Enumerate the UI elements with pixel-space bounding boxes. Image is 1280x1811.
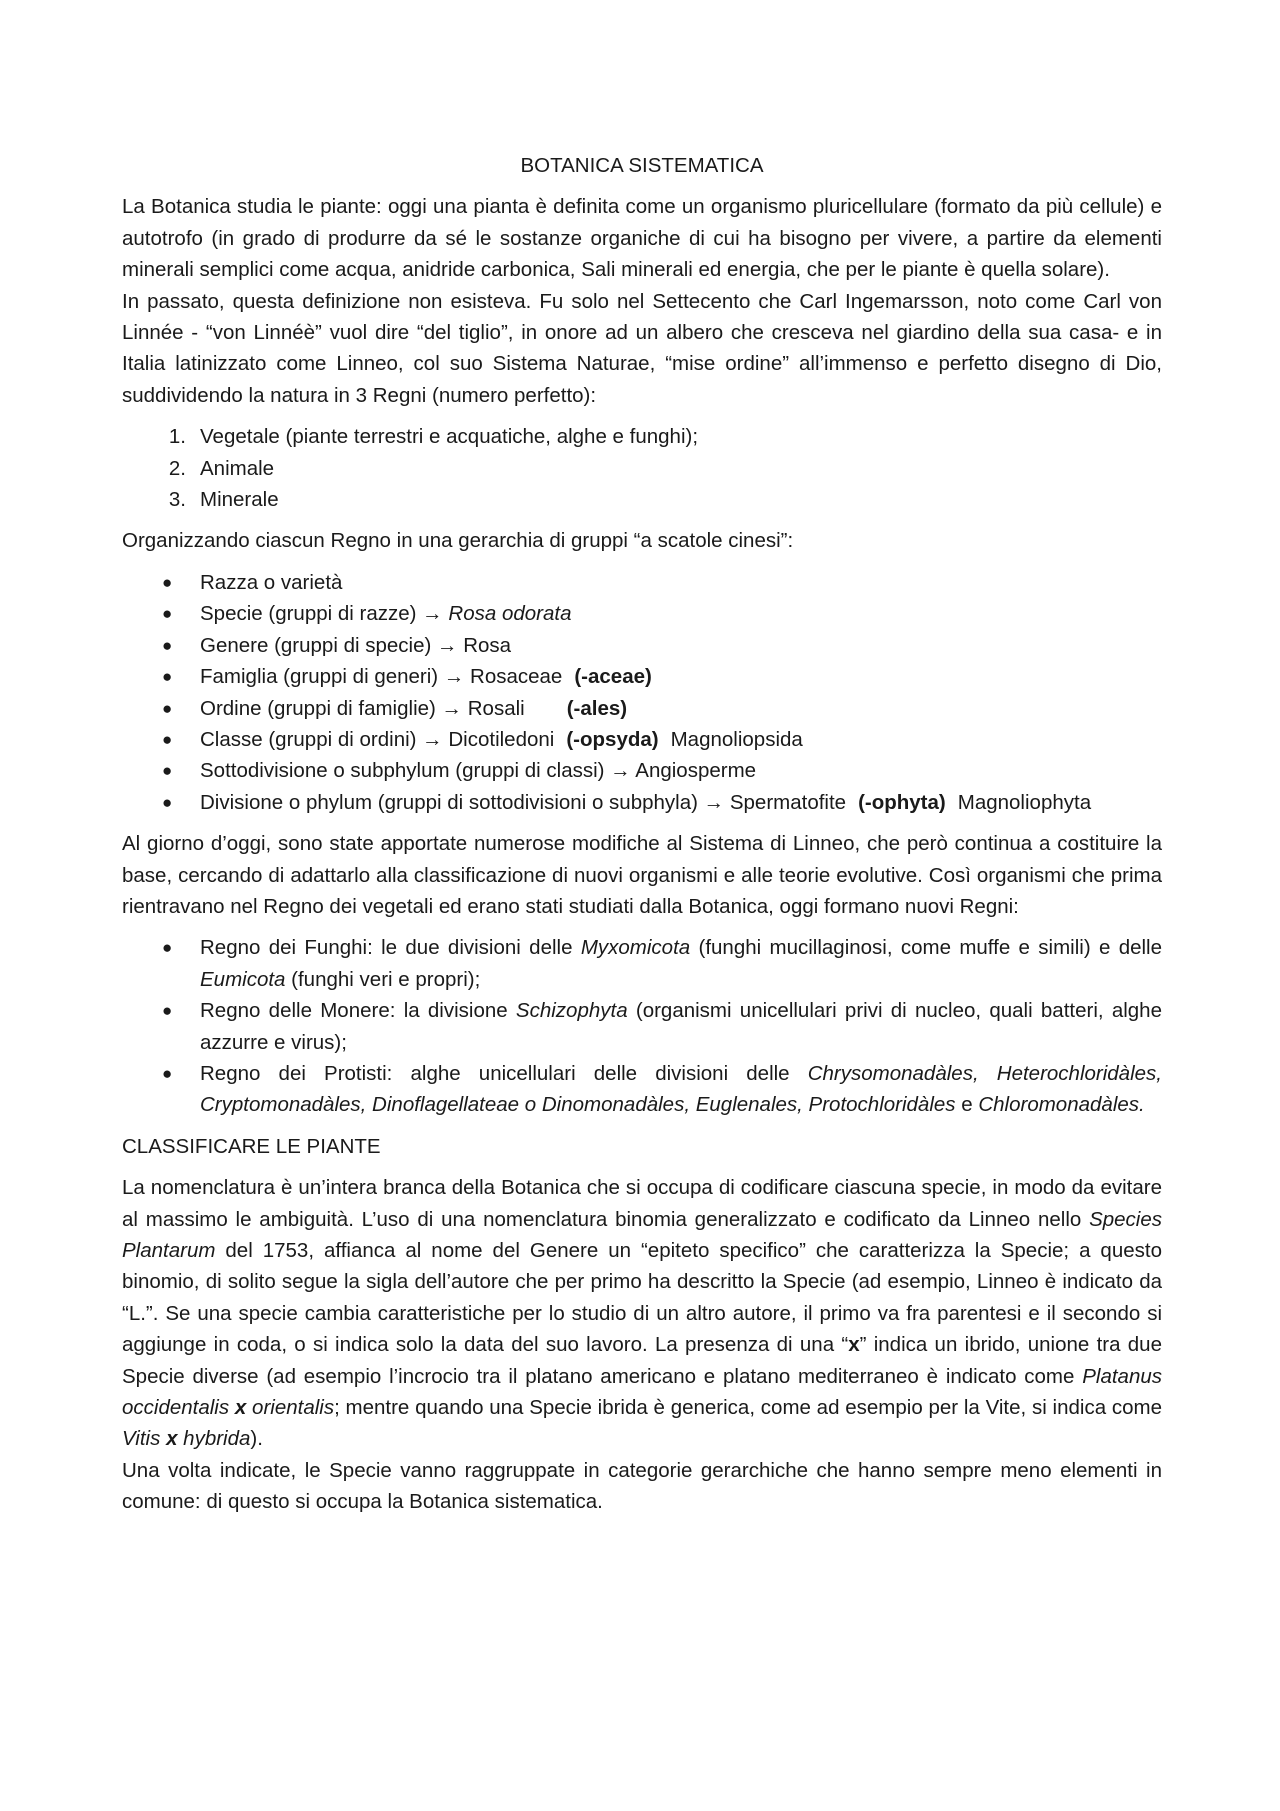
nomenclature-paragraph: La nomenclatura è un’intera branca della Botanica che si occupa di codificare ciascuna specie, in modo da evitare al massimo le ambiguità. L’uso di una nomenclatura binomia generalizzato e codificato da Linneo nello Species Plantarum del 1753, affianca al nome del Genere un “epiteto specifico” che caratterizza la Specie; a questo binomio, di solito segue la sigla dell’autore che per primo ha descritto la Specie (ad esempio, Linneo è indicato da “L.”. Se una specie cambia caratteristiche per lo studio di un altro autore, il primo va fra parentesi e il secondo si aggiunge in coda, o si indica solo la data del suo lavoro. La presenza di una “x” indica un ibrido, unione tra due Specie diverse (ad esempio l’incrocio tra il platano americano e platano mediterraneo è indicato come Platanus occidentalis x orientalis; mentre quando una Specie ibrida è generica, come ad esempio per la Vite, si indica come Vitis x hybrida).: [122, 1176, 1162, 1451]
list-item: ● Regno dei Protisti: alghe unicellulari delle divisioni delle Chrysomonadàles, Heterochloridàles, Cryptomonadàles, Dinoflagellateae o Dinomonadàles, Euglenales, Protochloridàles e Chloromonadàles.: [122, 1058, 1162, 1121]
list-number: 3.: [168, 488, 186, 512]
modern-paragraph: Al giorno d’oggi, sono state apportate numerose modifiche al Sistema di Linneo, che però continua a costituire la base, cercando di adattarlo alla classificazione di nuovi organismi e alle teorie evolutive. Così organismi che prima rientravano nel Regno dei vegetali ed erano stati studiati dalla Botanica, oggi formano nuovi Regni:: [122, 832, 1162, 918]
list-item: ● Divisione o phylum (gruppi di sottodivisioni o subphyla) → Spermatofite (-ophyta) Magnoliophyta: [122, 787, 1162, 818]
bullet-icon: ●: [162, 572, 173, 592]
list-item: ● Regno dei Funghi: le due divisioni delle Myxomicota (funghi mucillaginosi, come muffe e simili) e delle Eumicota (funghi veri e propri);: [122, 932, 1162, 995]
page-title: BOTANICA SISTEMATICA: [520, 154, 764, 177]
list-item: 3. Minerale: [122, 484, 1162, 515]
suffix-label: (-ales): [566, 696, 628, 720]
list-item: ● Specie (gruppi di razze) → Rosa odorata: [122, 598, 1162, 629]
bullet-icon: ●: [162, 938, 173, 958]
list-item: ● Genere (gruppi di specie) → Rosa: [122, 630, 1162, 661]
list-item: 2. Animale: [122, 453, 1162, 484]
bullet-icon: ●: [162, 792, 173, 812]
bullet-icon: ●: [162, 635, 173, 655]
bullet-icon: ●: [162, 1063, 173, 1083]
list-item: ● Ordine (gruppi di famiglie) → Rosali (-ales): [122, 693, 1162, 724]
bullet-icon: ●: [162, 698, 173, 718]
bullet-icon: ●: [162, 667, 173, 687]
section-heading: CLASSIFICARE LE PIANTE: [122, 1134, 381, 1158]
list-item: ● Classe (gruppi di ordini) → Dicotiledoni (-opsyda) Magnoliopsida: [122, 724, 1162, 755]
list-item: ● Razza o varietà: [122, 567, 1162, 598]
bullet-icon: ●: [162, 1001, 173, 1021]
hierarchy-intro: Organizzando ciascun Regno in una gerarchia di gruppi “a scatole cinesi”:: [122, 529, 794, 553]
regni-list: [122, 421, 1162, 515]
suffix-label: (-opsyda): [566, 727, 659, 751]
list-item: 1. Vegetale (piante terrestri e acquatiche, alghe e funghi);: [122, 421, 1162, 452]
intro-paragraph: La Botanica studia le piante: oggi una pianta è definita come un organismo pluricellulare (formato da più cellule) e autotrofo (in grado di produrre da sé le sostanze organiche di cui ha bisogno per vivere, a partire da elementi minerali semplici come acqua, anidride carbonica, Sali minerali ed energia, che per le piante è quella solare).: [122, 195, 1162, 282]
conclusion-paragraph: Una volta indicate, le Specie vanno raggruppate in categorie gerarchiche che hanno sempre meno elementi in comune: di questo si occupa la Botanica sistematica.: [122, 1458, 1162, 1514]
suffix-label: (-ophyta): [858, 790, 946, 814]
list-item: ● Famiglia (gruppi di generi) → Rosaceae (-aceae): [122, 661, 1162, 692]
history-paragraph: In passato, questa definizione non esisteva. Fu solo nel Settecento che Carl Ingemarsson, noto come Carl von Linnée - “von Linnéè” vuol dire “del tiglio”, in onore ad un albero che cresceva nel giardino della sua casa- e in Italia latinizzato come Linneo, col suo Sistema Naturae, “mise ordine” all’immenso e perfetto disegno di Dio, suddividendo la natura in 3 Regni (numero perfetto):: [122, 289, 1162, 407]
bullet-icon: ●: [162, 604, 173, 624]
bullet-icon: ●: [162, 761, 173, 781]
list-number: 2.: [168, 456, 186, 480]
list-number: 1.: [168, 425, 186, 449]
list-item: ● Regno delle Monere: la divisione Schizophyta (organismi unicellulari privi di nucleo, quali batteri, alghe azzurre e virus);: [122, 995, 1162, 1058]
bullet-icon: ●: [162, 729, 173, 749]
hierarchy-list: [122, 567, 1162, 818]
new-kingdoms-list: [122, 932, 1162, 1120]
suffix-label: (-aceae): [574, 665, 652, 689]
document-page: [122, 150, 1162, 1518]
list-item: ● Sottodivisione o subphylum (gruppi di classi) → Angiosperme: [122, 755, 1162, 786]
